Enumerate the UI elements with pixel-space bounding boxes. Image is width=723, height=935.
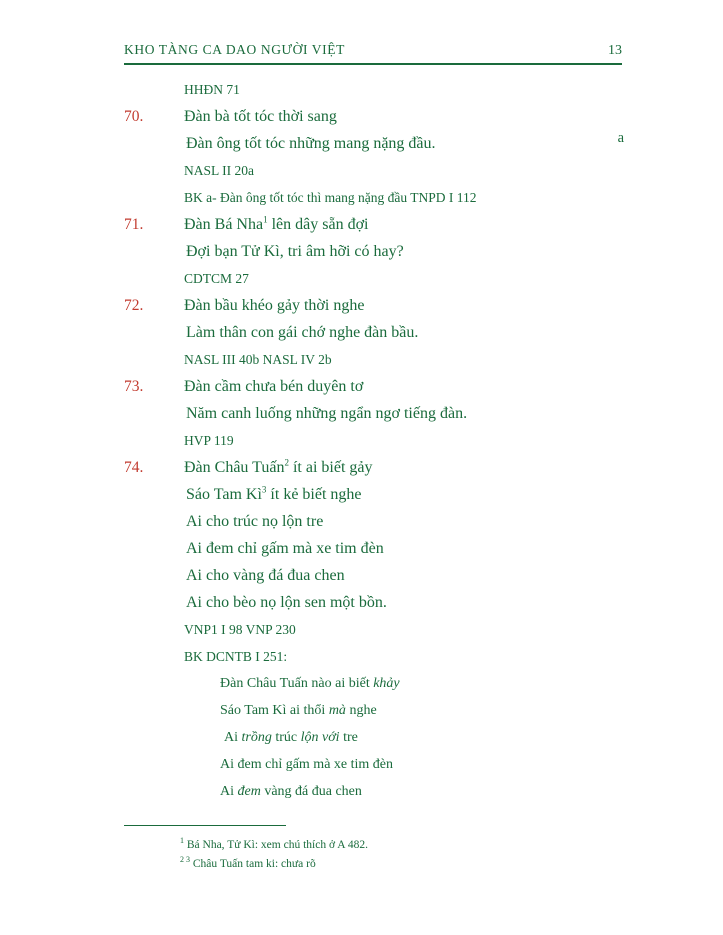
line-text: Làm thân con gái chớ nghe đàn bầu. — [186, 324, 419, 341]
entry-number: 72. — [124, 297, 144, 314]
line-text: Năm canh luống những ngẩn ngơ tiếng đàn. — [186, 405, 468, 422]
line-text: BK DCNTB I 251: — [184, 649, 288, 664]
line-text: Đàn bà tốt tóc thời sang — [184, 108, 337, 125]
entry-number: 71. — [124, 216, 144, 233]
document-line — [124, 562, 624, 589]
italic-text: khảy — [373, 676, 400, 691]
line-text: Đàn bầu khéo gảy thời nghe — [184, 297, 365, 314]
document-line — [124, 238, 624, 265]
line-text: Ai đem chỉ gấm mà xe tim đèn — [220, 757, 394, 772]
footnote-marker: 1 — [180, 836, 184, 846]
document-line — [124, 427, 624, 454]
line-text: Sáo Tam Kì ai thổi mà nghe — [220, 703, 377, 718]
document-line — [124, 319, 624, 346]
italic-text: đem — [237, 784, 261, 799]
line-text: Đàn ông tốt tóc những mang nặng đầu. — [186, 135, 436, 152]
line-text: BK a- Đàn ông tốt tóc thì mang nặng đầu TNPD I 112 — [184, 190, 477, 205]
document-line — [124, 157, 624, 184]
document-line — [124, 76, 624, 103]
header-title: KHO TÀNG CA DAO NGƯỜI VIỆT — [124, 42, 345, 57]
document-line — [124, 184, 624, 211]
line-text: VNP1 I 98 VNP 230 — [184, 622, 296, 637]
line-text: CDTCM 27 — [184, 271, 249, 286]
line-text: NASL III 40b NASL IV 2b — [184, 352, 332, 367]
footnote-area — [124, 836, 624, 874]
document-line — [124, 643, 624, 670]
document-line — [124, 454, 624, 481]
italic-text: mà — [328, 703, 346, 718]
line-text: Đàn Bá Nha$^1$ lên dây sẵn đợi — [184, 214, 369, 233]
header-divider — [124, 63, 622, 65]
document-body — [124, 76, 624, 805]
line-text: Sáo Tam $Kì^3$ ít kẻ biết nghe — [186, 484, 362, 503]
line-text: Ai cho trúc nọ lộn tre — [186, 513, 324, 530]
footnote-marker: 2 — [284, 457, 289, 468]
document-line — [124, 346, 624, 373]
italic-text: trồng — [241, 730, 272, 745]
footnote-marker: 3 — [261, 484, 267, 495]
line-text: Ai trồng trúc lộn với tre — [224, 730, 358, 745]
footnote-marker: 2 3 — [180, 855, 190, 865]
document-line — [124, 373, 624, 400]
document-line — [124, 616, 624, 643]
document-line — [124, 535, 624, 562]
document-line — [124, 778, 624, 805]
line-text: HHĐN 71 — [184, 82, 240, 97]
footnote-divider — [124, 825, 286, 826]
variant-marker: a — [617, 130, 624, 146]
footnote: $^1$ Bá Nha, Tử Kì: xem chú thích ở A 482. — [180, 836, 368, 851]
document-line — [124, 481, 624, 508]
line-text: Đợi bạn Tử Kì, tri âm hỡi có hay? — [186, 243, 404, 260]
line-text: NASL II 20a — [184, 163, 254, 178]
line-text: Đàn Châu Tuấn$^2$ ít ai biết gảy — [184, 457, 373, 476]
document-line — [124, 400, 624, 427]
document-line — [124, 724, 624, 751]
document-line — [124, 751, 624, 778]
line-text: Đàn Châu Tuấn nào ai biết khảy — [220, 676, 400, 691]
document-line — [124, 292, 624, 319]
line-text: Ai cho vàng đá đua chen — [186, 567, 345, 584]
document-line — [124, 130, 624, 157]
entry-number: 74. — [124, 459, 144, 476]
entry-number: 73. — [124, 378, 144, 395]
page-number: 13 — [608, 43, 622, 58]
document-line — [124, 697, 624, 724]
page-header — [124, 42, 622, 59]
line-text: Đàn cầm chưa bén duyên tơ — [184, 378, 364, 395]
entry-number: 70. — [124, 108, 144, 125]
line-text: Ai đem vàng đá đua chen — [220, 784, 362, 799]
footnote: $^{2 3}$ Châu Tuấn tam ki: chưa rõ — [180, 855, 316, 870]
document-line — [124, 670, 624, 697]
line-text: Ai cho bèo nọ lộn sen một bồn. — [186, 594, 387, 611]
document-line — [124, 211, 624, 238]
document-line — [124, 265, 624, 292]
document-line — [124, 103, 624, 130]
document-line — [124, 508, 624, 535]
italic-text: lộn với — [300, 730, 340, 745]
line-text: Ai đem chỉ gấm mà xe tim đèn — [186, 540, 384, 557]
footnote-marker: 1 — [263, 214, 268, 225]
line-text: HVP 119 — [184, 433, 234, 448]
document-line — [124, 589, 624, 616]
